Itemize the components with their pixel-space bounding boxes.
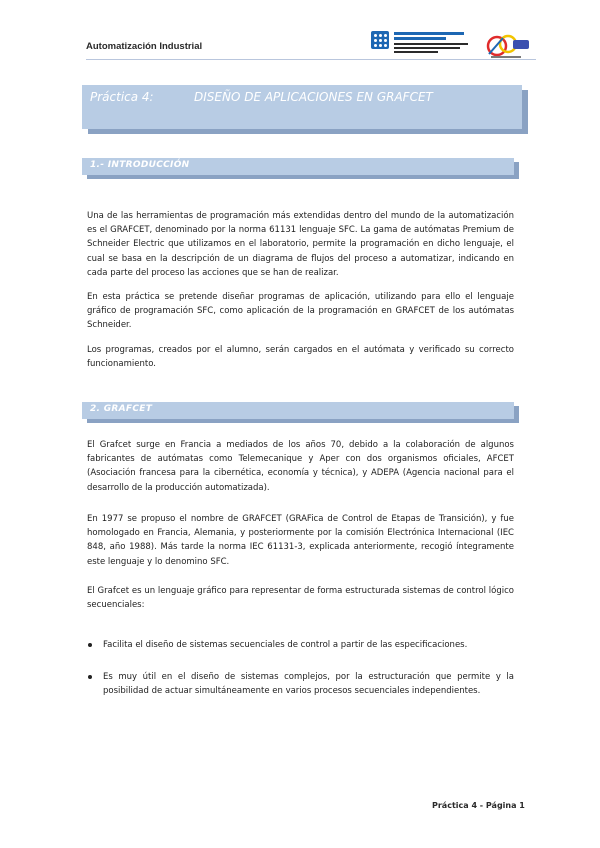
practice-title: DISEÑO DE APLICACIONES EN GRAFCET	[194, 90, 433, 104]
section-heading-label: 2. GRAFCET	[90, 404, 153, 414]
practice-title-banner	[82, 85, 522, 129]
bullet-icon	[88, 643, 92, 647]
bullet-icon	[88, 675, 92, 679]
practice-label: Práctica 4:	[90, 90, 154, 104]
section-heading-label: 1.- INTRODUCCIÓN	[90, 160, 190, 170]
list-item-text: Facilita el diseño de sistemas secuenciales de control a partir de las especificaciones.	[103, 640, 468, 650]
section-heading-grafcet	[82, 402, 514, 419]
school-logo	[483, 30, 533, 60]
paragraph: El Grafcet es un lenguaje gráfico para representar de forma estructurada sistemas de control lógico secuenciales:	[87, 586, 514, 611]
paragraph: Los programas, creados por el alumno, serán cargados en el autómata y verificado su correcto funcionamiento.	[87, 345, 514, 370]
paragraph: En 1977 se propuso el nombre de GRAFCET (GRAFica de Control de Etapas de Transición), y fue homologado en Francia, Alemania, y posteriormente por la comisión Electrónica Internacional (IEC 848, año 1988). Más tarde la norma IEC 61131-3, explicada anteriormente, recogió íntegramente este lenguaje y lo denomino SFC.	[87, 514, 514, 567]
section-heading-introduccion	[82, 158, 514, 175]
list-item-text: Es muy útil en el diseño de sistemas complejos, por la estructuración que permite y la posibilidad de actuar simultáneamente en varios procesos secuenciales independientes.	[103, 672, 514, 697]
header-title: Automatización Industrial	[86, 41, 203, 52]
page-footer: Práctica 4 - Página 1	[432, 801, 525, 810]
paragraph: El Grafcet surge en Francia a mediados de los años 70, debido a la colaboración de algunos fabricantes de autómatas como Telemecanique y Aper con dos organismos oficiales, AFCET (Asociación francesa para la cibernética, economía y técnica), y ADEPA (Agencia nacional para el desarrollo de la producción automatizada).	[87, 440, 514, 493]
page-header	[86, 30, 536, 60]
university-logo	[371, 31, 471, 57]
university-logo-mark	[371, 31, 389, 49]
paragraph: Una de las herramientas de programación más extendidas dentro del mundo de la automatización es el GRAFCET, denominado por la norma 61131 lenguaje SFC. La gama de autómatas Premium de Schneider Electric que utilizamos en el laboratorio, permite la programación en dicho lenguaje, el cual se basa en la descripción de un diagrama de flujos del proceso a automatizar, indicando en cada parte del proceso las acciones que se han de realizar.	[87, 211, 514, 278]
paragraph: En esta práctica se pretende diseñar programas de aplicación, utilizando para ello el lenguaje gráfico de programación SFC, como aplicación de la programación en GRAFCET de los autómatas Schneider.	[87, 292, 514, 331]
